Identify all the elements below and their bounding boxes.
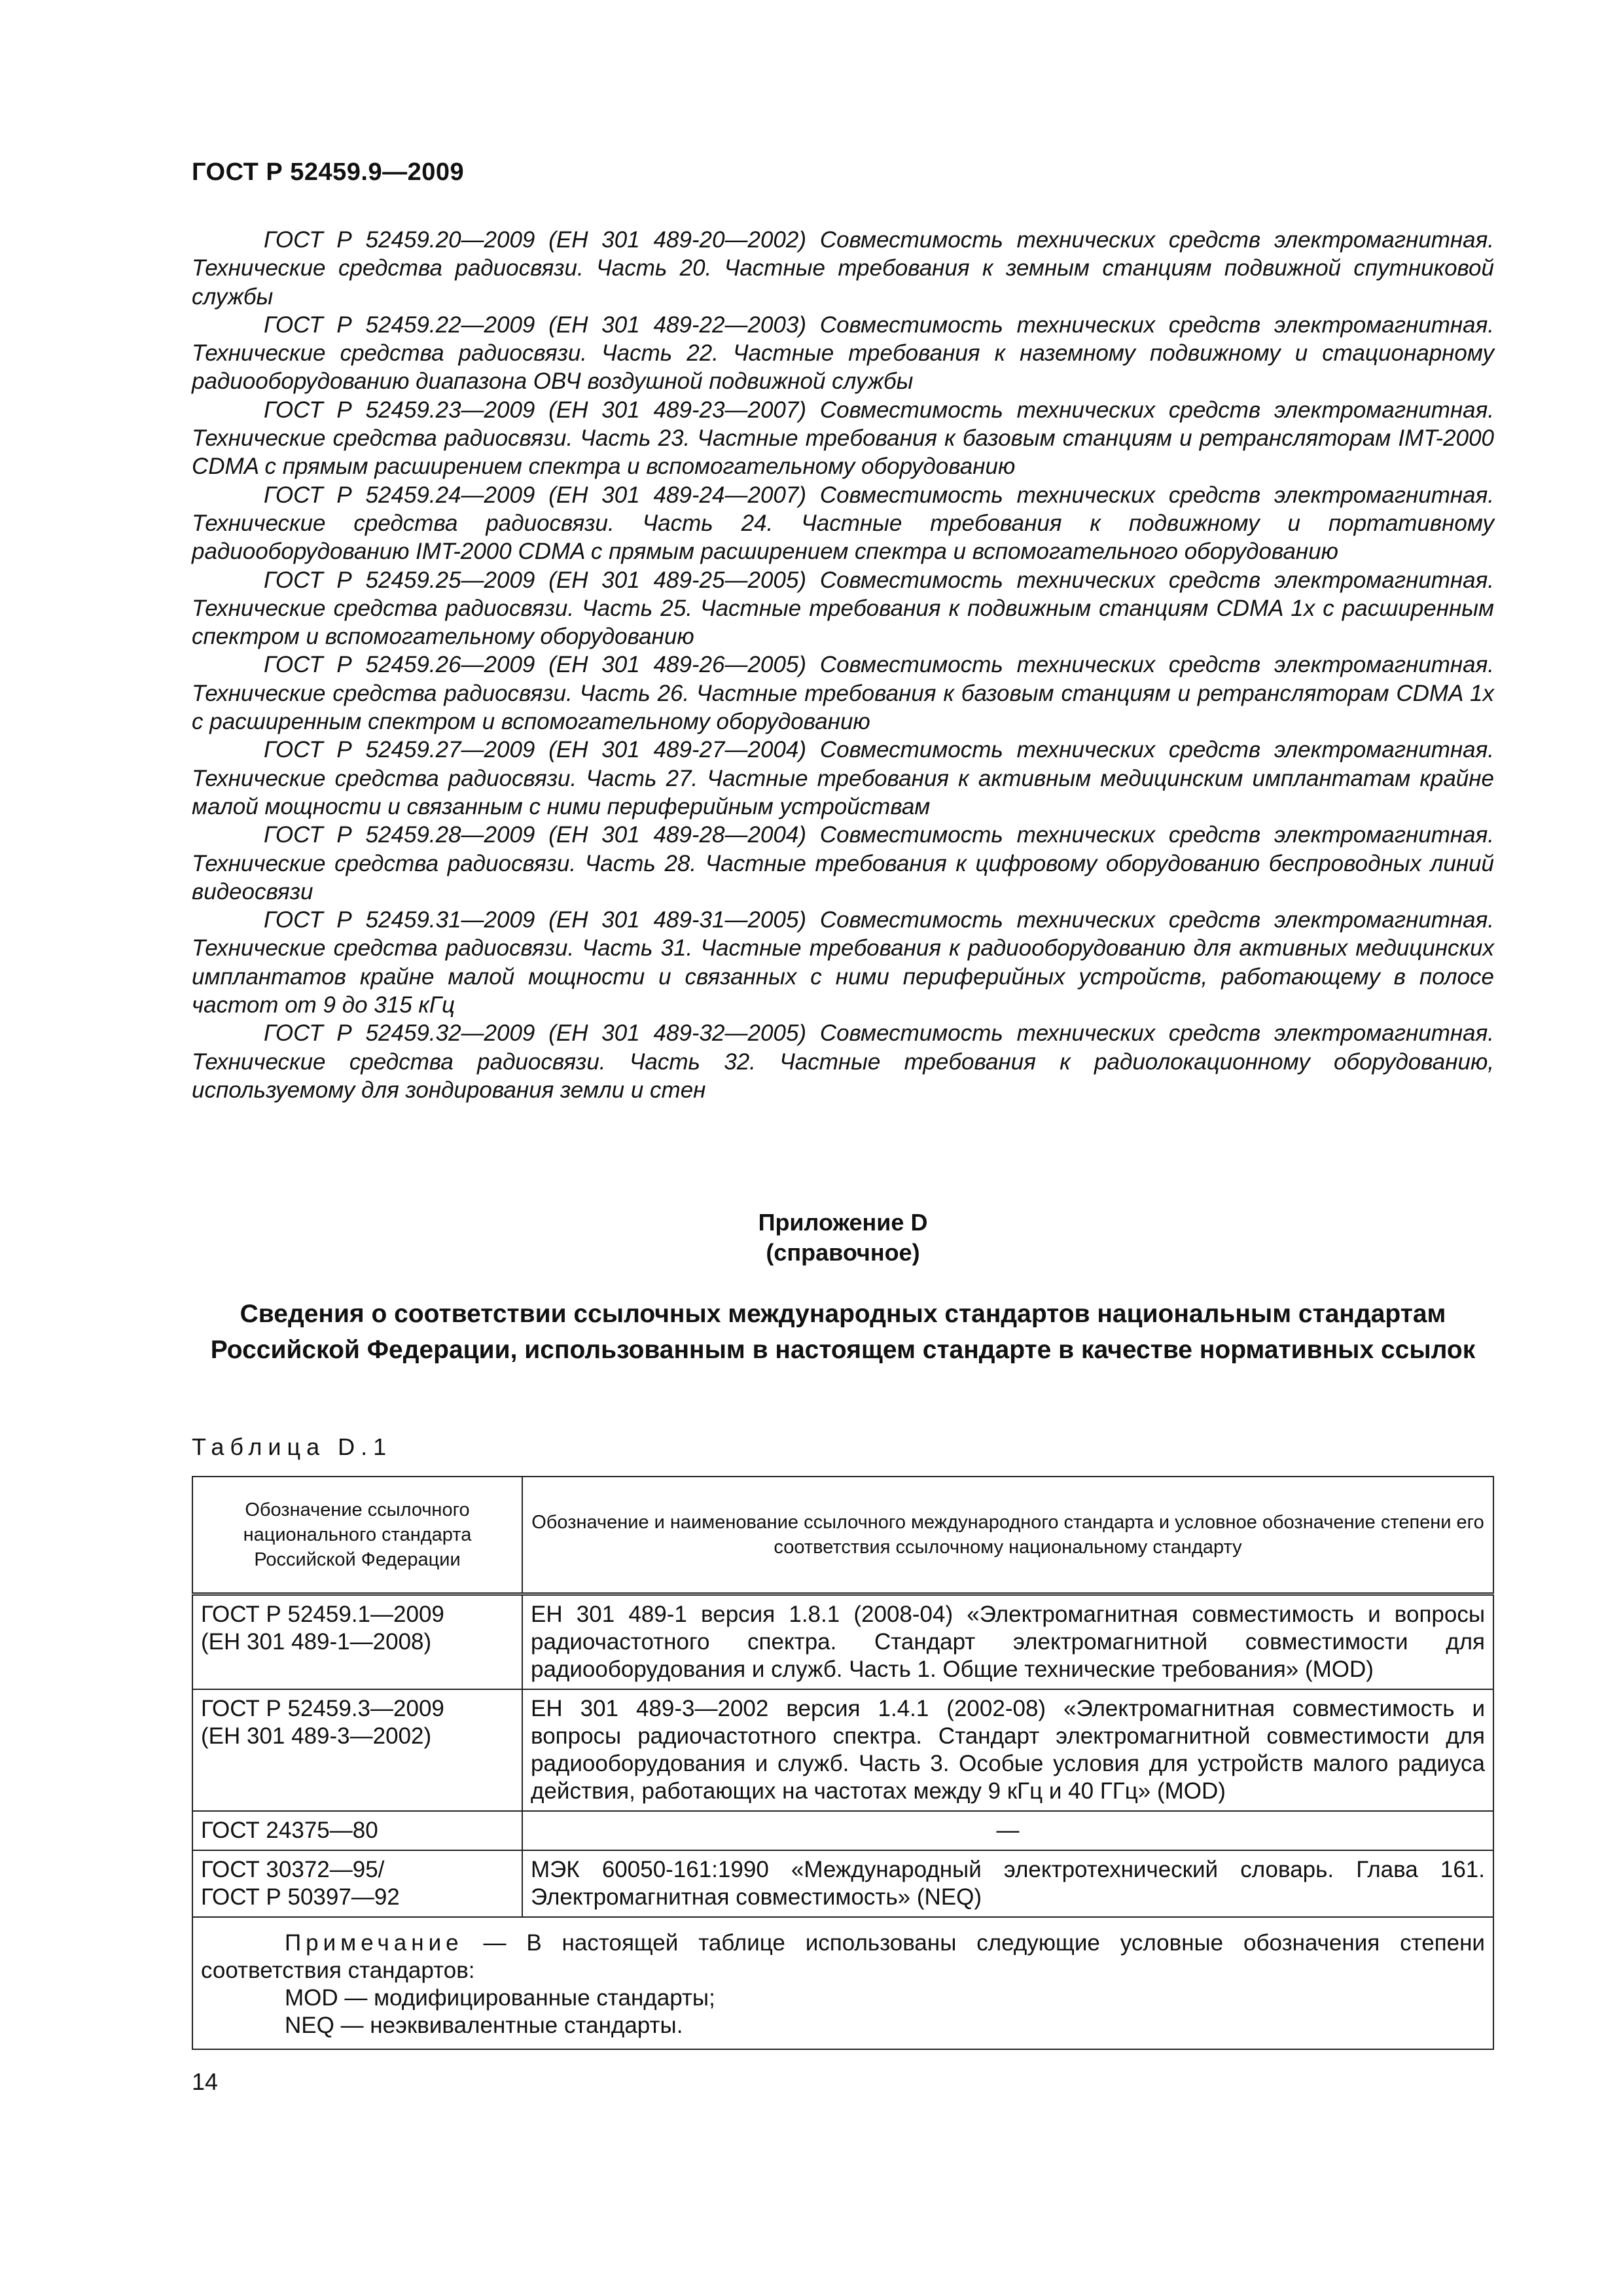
national-standard-cell [192,1594,522,1690]
reference-item: ГОСТ Р 52459.25—2009 (ЕН 301 489-25—2005) Совместимость технических средств электромагнитная. Технические средства радиосвязи. Часть 25. Частные требования к подвижным станциям CDMA 1x с расширенным спектром и вспомогательному оборудованию [192,567,1494,650]
page-number: 14 [192,2068,219,2095]
national-standard-cell [192,1689,522,1811]
national-standard-code: ГОСТ Р 52459.3—2009 [201,1696,444,1721]
national-standard-cell [192,1811,522,1850]
note-text: — В настоящей таблице использованы следующие условные обозначения степени соответствия стандартов: [201,1930,1485,1983]
reference-item: ГОСТ Р 52459.28—2009 (ЕН 301 489-28—2004) Совместимость технических средств электромагнитная. Технические средства радиосвязи. Часть 28. Частные требования к цифровому оборудованию беспроводных линий видеосвязи [192,822,1494,905]
reference-item: ГОСТ Р 52459.27—2009 (ЕН 301 489-27—2004) Совместимость технических средств электромагнитная. Технические средства радиосвязи. Часть 27. Частные требования к активным медицинским имплантатам крайне малой мощности и связанным с ними периферийным устройствам [192,737,1494,819]
reference-item: ГОСТ Р 52459.23—2009 (ЕН 301 489-23—2007) Совместимость технических средств электромагнитная. Технические средства радиосвязи. Часть 23. Частные требования к базовым станциям и ретрансляторам IMT-2000 CDMA с прямым расширением спектра и вспомогательному оборудованию [192,397,1494,480]
appendix-label: Приложение D [758,1209,928,1236]
table-header-row [192,1477,1493,1594]
international-standard-cell: МЭК 60050-161:1990 «Международный электротехнический словарь. Глава 161. Электромагнитная совместимость» (NEQ) [522,1850,1493,1917]
reference-item: ГОСТ Р 52459.22—2009 (ЕН 301 489-22—2003) Совместимость технических средств электромагнитная. Технические средства радиосвязи. Часть 22. Частные требования к наземному подвижному и стационарному радиооборудованию диапазона ОВЧ воздушной подвижной службы [192,312,1494,395]
international-standard-cell: ЕН 301 489-3—2002 версия 1.4.1 (2002-08) «Электромагнитная совместимость и вопросы радиочастотного спектра. Стандарт электромагнитной совместимости для радиооборудования и служб. Часть 3. Особые условия для устройств малого радиуса действия, работающих на частотах между 9 кГц и 40 ГГц» (MOD) [522,1689,1493,1811]
reference-item: ГОСТ Р 52459.20—2009 (ЕН 301 489-20—2002) Совместимость технических средств электромагнитная. Технические средства радиосвязи. Часть 20. Частные требования к земным станциям подвижной спутниковой службы [192,227,1494,310]
national-standard-code: ГОСТ 24375—80 [201,1818,378,1843]
international-standard-cell: — [522,1811,1493,1850]
running-header: ГОСТ Р 52459.9—2009 [192,158,465,186]
appendix-kind: (справочное) [766,1239,920,1266]
table-note [192,1917,1493,2049]
national-standard-equivalent: (ЕН 301 489-1—2008) [201,1629,432,1655]
reference-item: ГОСТ Р 52459.31—2009 (ЕН 301 489-31—2005) Совместимость технических средств электромагнитная. Технические средства радиосвязи. Часть 31. Частные требования к радиооборудованию для активных медицинских имплантатов крайне малой мощности и связанных с ними периферийных устройств, работающему в полосе частот от 9 до 315 кГц [192,907,1494,1018]
table-row [192,1811,1493,1850]
table-row [192,1689,1493,1811]
national-standard-cell [192,1850,522,1917]
appendix-title: Сведения о соответствии ссылочных международных стандартов национальным стандартам Российской Федерации, использованным в настоящем стандарте в качестве нормативных ссылок [210,1300,1476,1364]
table-caption: Таблица D.1 [192,1433,393,1460]
note-item: MOD — модифицированные стандарты; [285,1985,715,2011]
table-note-row [192,1917,1493,2049]
column-header-national: Обозначение ссылочного национального стандарта Российской Федерации [192,1477,522,1594]
correspondence-table [192,1476,1494,2050]
national-standard-code: ГОСТ Р 52459.1—2009 [201,1602,444,1627]
national-standard-equivalent: ГОСТ Р 50397—92 [201,1884,400,1910]
reference-item: ГОСТ Р 52459.26—2009 (ЕН 301 489-26—2005) Совместимость технических средств электромагнитная. Технические средства радиосвязи. Часть 26. Частные требования к базовым станциям и ретрансляторам CDMA 1x с расширенным спектром и вспомогательному оборудованию [192,652,1494,735]
appendix-heading [192,1208,1494,1268]
note-label: Примечание [285,1930,463,1956]
table-row [192,1850,1493,1917]
national-standard-code: ГОСТ 30372—95/ [201,1857,385,1882]
reference-item: ГОСТ Р 52459.24—2009 (ЕН 301 489-24—2007) Совместимость технических средств электромагнитная. Технические средства радиосвязи. Часть 24. Частные требования к подвижному и портативному радиооборудованию IMT-2000 CDMA с прямым расширением спектра и вспомогательного оборудованию [192,482,1494,565]
national-standard-equivalent: (ЕН 301 489-3—2002) [201,1723,432,1749]
normative-references-list [192,226,1494,1104]
column-header-international: Обозначение и наименование ссылочного международного стандарта и условное обозначение степени его соответствия ссылочному национальному стандарту [522,1477,1493,1594]
table-row [192,1594,1493,1690]
note-item: NEQ — неэквивалентные стандарты. [285,2013,683,2038]
international-standard-cell: ЕН 301 489-1 версия 1.8.1 (2008-04) «Электромагнитная совместимость и вопросы радиочастотного спектра. Стандарт электромагнитной совместимости для радиооборудования и служб. Часть 1. Общие технические требования» (MOD) [522,1594,1493,1690]
reference-item: ГОСТ Р 52459.32—2009 (ЕН 301 489-32—2005) Совместимость технических средств электромагнитная. Технические средства радиосвязи. Часть 32. Частные требования к радиолокационному оборудованию, используемому для зондирования земли и стен [192,1020,1494,1103]
